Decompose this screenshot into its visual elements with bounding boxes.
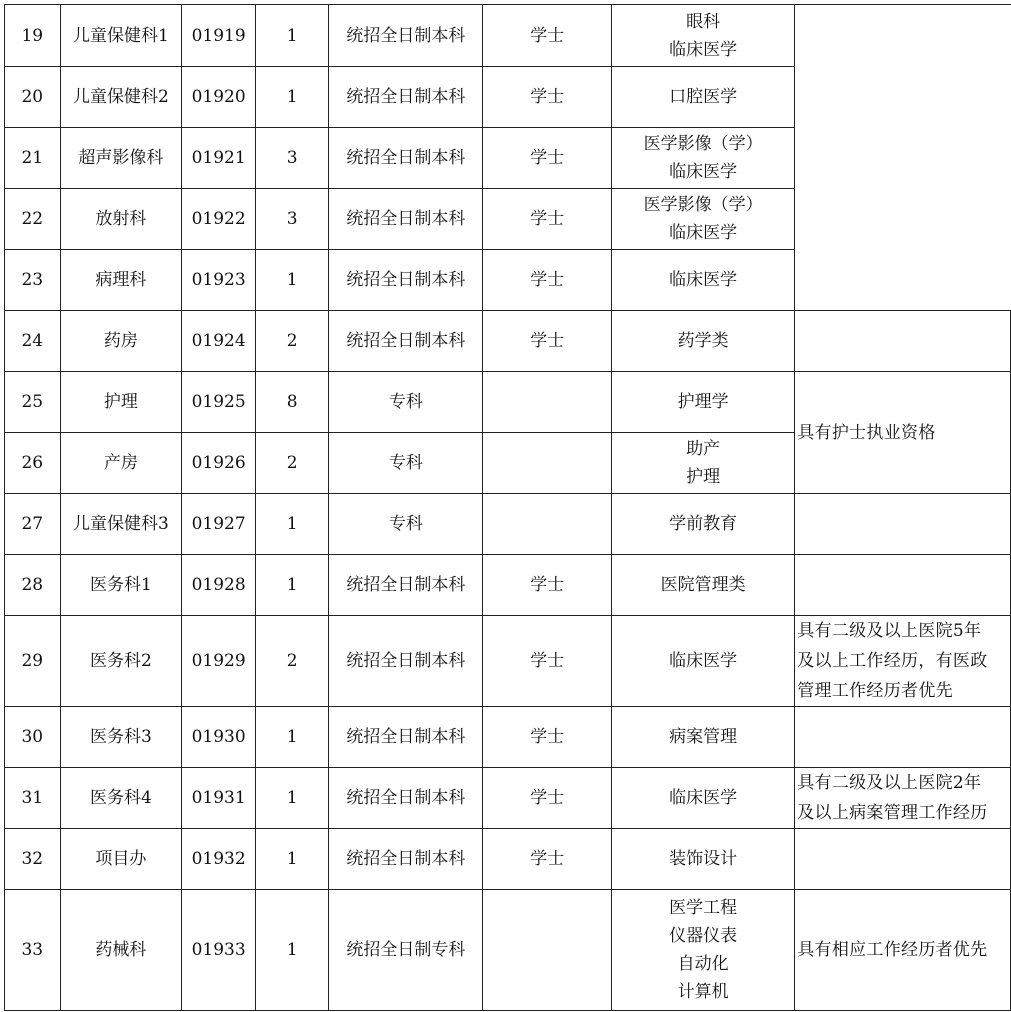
note-line: 具有二级及以上医院5年: [797, 621, 982, 641]
education-cell: 统招全日制本科: [329, 189, 483, 250]
row-number: 25: [5, 372, 61, 433]
major-line: 医学影像（学）: [643, 195, 763, 215]
notes-cell: [795, 768, 1011, 829]
degree-cell: 学士: [483, 189, 612, 250]
major-line: 临床医学: [669, 788, 738, 808]
major-cell: [612, 311, 795, 372]
position-code-cell: 01933: [182, 890, 256, 1011]
education-cell: 统招全日制本科: [329, 555, 483, 616]
notes-cell: [795, 555, 1011, 616]
degree-cell: 学士: [483, 311, 612, 372]
education-cell: 统招全日制本科: [329, 768, 483, 829]
note-line: 具有二级及以上医院2年: [797, 773, 982, 793]
hiring-count-cell: 1: [256, 250, 329, 311]
major-line: 医学影像（学）: [643, 134, 763, 154]
major-line: 医学工程: [669, 898, 738, 918]
major-line: 药学类: [677, 331, 729, 351]
major-cell: [612, 707, 795, 768]
major-cell: [612, 768, 795, 829]
row-number: 30: [5, 707, 61, 768]
notes-cell: [795, 372, 1011, 494]
table-row: [5, 768, 1011, 829]
position-code-cell: 01923: [182, 250, 256, 311]
major-cell: [612, 189, 795, 250]
major-cell: [612, 616, 795, 707]
major-cell: [612, 494, 795, 555]
hiring-count-cell: 2: [256, 616, 329, 707]
row-number: 32: [5, 829, 61, 890]
major-line: 临床医学: [669, 223, 738, 243]
notes-cell: [795, 311, 1011, 372]
major-cell: [612, 555, 795, 616]
table-row: [5, 311, 1011, 372]
note-line: 具有相应工作经历者优先: [797, 940, 988, 960]
table-row: [5, 890, 1011, 1011]
position-code-cell: 01929: [182, 616, 256, 707]
major-cell: [612, 829, 795, 890]
note-line: 及以上工作经历，有医政: [797, 651, 988, 671]
notes-cell: [795, 616, 1011, 707]
major-cell: [612, 5, 795, 67]
degree-cell: [483, 494, 612, 555]
row-number: 26: [5, 433, 61, 494]
row-number: 21: [5, 128, 61, 189]
row-number: 29: [5, 616, 61, 707]
major-line: 医院管理类: [660, 575, 746, 595]
notes-cell: [795, 707, 1011, 768]
major-cell: [612, 67, 795, 128]
department-cell: 产房: [60, 433, 182, 494]
hiring-count-cell: 1: [256, 890, 329, 1011]
major-line: 临床医学: [669, 651, 738, 671]
department-cell: 儿童保健科3: [60, 494, 182, 555]
education-cell: 统招全日制本科: [329, 311, 483, 372]
department-cell: 放射科: [60, 189, 182, 250]
table-row: [5, 829, 1011, 890]
department-cell: 病理科: [60, 250, 182, 311]
major-cell: [612, 128, 795, 189]
row-number: 22: [5, 189, 61, 250]
row-number: 28: [5, 555, 61, 616]
table-row: [5, 555, 1011, 616]
department-cell: 医务科2: [60, 616, 182, 707]
hiring-count-cell: 2: [256, 433, 329, 494]
education-cell: 统招全日制本科: [329, 707, 483, 768]
position-code-cell: 01922: [182, 189, 256, 250]
hiring-count-cell: 1: [256, 494, 329, 555]
position-code-cell: 01932: [182, 829, 256, 890]
position-code-cell: 01920: [182, 67, 256, 128]
position-code-cell: 01921: [182, 128, 256, 189]
major-line: 仪器仪表: [669, 926, 738, 946]
department-cell: 儿童保健科2: [60, 67, 182, 128]
education-cell: 统招全日制本科: [329, 5, 483, 67]
department-cell: 医务科1: [60, 555, 182, 616]
major-line: 学前教育: [669, 514, 738, 534]
row-number: 27: [5, 494, 61, 555]
hiring-count-cell: 1: [256, 555, 329, 616]
degree-cell: [483, 890, 612, 1011]
major-line: 临床医学: [669, 162, 738, 182]
row-number: 23: [5, 250, 61, 311]
major-cell: [612, 250, 795, 311]
major-line: 口腔医学: [669, 87, 738, 107]
hiring-count-cell: 1: [256, 768, 329, 829]
row-number: 24: [5, 311, 61, 372]
table-row: [5, 494, 1011, 555]
row-number: 31: [5, 768, 61, 829]
department-cell: 项目办: [60, 829, 182, 890]
degree-cell: 学士: [483, 128, 612, 189]
major-line: 助产: [686, 439, 721, 459]
department-cell: 医务科3: [60, 707, 182, 768]
education-cell: 统招全日制本科: [329, 250, 483, 311]
department-cell: 医务科4: [60, 768, 182, 829]
degree-cell: 学士: [483, 707, 612, 768]
major-line: 眼科: [686, 11, 721, 32]
hiring-count-cell: 3: [256, 128, 329, 189]
table-row: [5, 616, 1011, 707]
education-cell: 统招全日制专科: [329, 890, 483, 1011]
department-cell: 药房: [60, 311, 182, 372]
hiring-count-cell: 2: [256, 311, 329, 372]
degree-cell: 学士: [483, 616, 612, 707]
major-cell: [612, 372, 795, 433]
position-code-cell: 01924: [182, 311, 256, 372]
education-cell: 统招全日制本科: [329, 128, 483, 189]
department-cell: 护理: [60, 372, 182, 433]
degree-cell: 学士: [483, 5, 612, 67]
notes-cell: [795, 5, 1011, 311]
hiring-count-cell: 1: [256, 5, 329, 67]
table-row: [5, 372, 1011, 433]
note-line: 管理工作经历者优先: [797, 681, 953, 701]
notes-cell: [795, 494, 1011, 555]
position-code-cell: 01928: [182, 555, 256, 616]
department-cell: 儿童保健科1: [60, 5, 182, 67]
major-line: 护理学: [677, 392, 729, 412]
major-line: 临床医学: [669, 270, 738, 290]
major-cell: [612, 890, 795, 1011]
major-line: 临床医学: [669, 39, 738, 60]
row-number: 33: [5, 890, 61, 1011]
degree-cell: 学士: [483, 768, 612, 829]
major-line: 护理: [686, 467, 721, 487]
position-code-cell: 01919: [182, 5, 256, 67]
hiring-count-cell: 1: [256, 829, 329, 890]
major-line: 装饰设计: [669, 849, 738, 869]
department-cell: 超声影像科: [60, 128, 182, 189]
table-row: [5, 5, 1011, 67]
notes-cell: [795, 890, 1011, 1011]
department-cell: 药械科: [60, 890, 182, 1011]
note-line: 及以上病案管理工作经历: [797, 803, 988, 823]
education-cell: 专科: [329, 433, 483, 494]
row-number: 19: [5, 5, 61, 67]
row-number: 20: [5, 67, 61, 128]
education-cell: 专科: [329, 494, 483, 555]
education-cell: 统招全日制本科: [329, 829, 483, 890]
degree-cell: [483, 433, 612, 494]
degree-cell: 学士: [483, 829, 612, 890]
major-cell: [612, 433, 795, 494]
education-cell: 统招全日制本科: [329, 616, 483, 707]
recruitment-table: [4, 4, 1011, 1011]
major-line: 自动化: [677, 954, 729, 974]
position-code-cell: 01930: [182, 707, 256, 768]
education-cell: 专科: [329, 372, 483, 433]
hiring-count-cell: 8: [256, 372, 329, 433]
major-line: 病案管理: [669, 727, 738, 747]
degree-cell: 学士: [483, 250, 612, 311]
degree-cell: 学士: [483, 67, 612, 128]
position-code-cell: 01931: [182, 768, 256, 829]
hiring-count-cell: 1: [256, 67, 329, 128]
degree-cell: 学士: [483, 555, 612, 616]
position-code-cell: 01925: [182, 372, 256, 433]
position-code-cell: 01926: [182, 433, 256, 494]
position-code-cell: 01927: [182, 494, 256, 555]
major-line: 计算机: [677, 982, 729, 1002]
hiring-count-cell: 3: [256, 189, 329, 250]
table-row: [5, 707, 1011, 768]
notes-cell: [795, 829, 1011, 890]
education-cell: 统招全日制本科: [329, 67, 483, 128]
hiring-count-cell: 1: [256, 707, 329, 768]
note-line: 具有护士执业资格: [797, 422, 936, 443]
degree-cell: [483, 372, 612, 433]
